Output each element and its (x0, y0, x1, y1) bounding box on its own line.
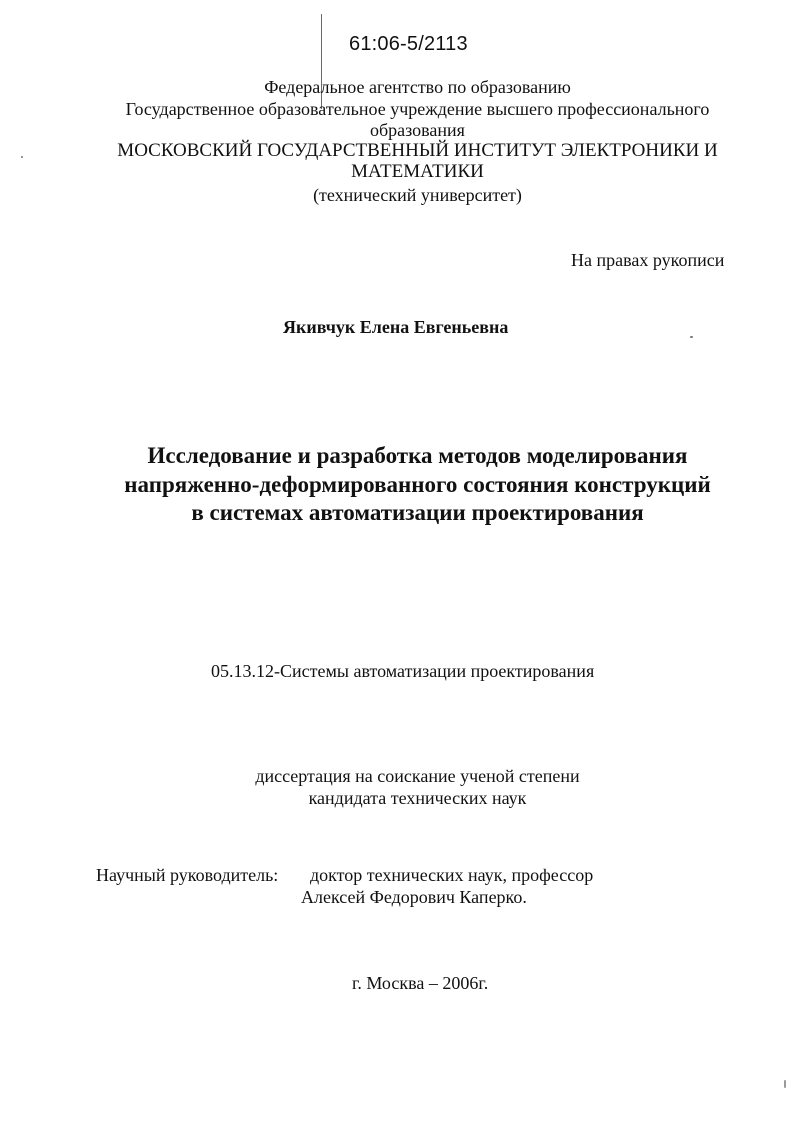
dissertation-title-line-2: напряженно-деформированного состояния конструкций (124, 472, 711, 497)
archive-stamp-code: 61:06-5/2113 (349, 33, 468, 55)
scan-speck (690, 336, 693, 338)
supervisor-label: Научный руководитель: (96, 865, 279, 885)
header-university-subtitle: (технический университет) (313, 185, 522, 205)
author-name: Якивчук Елена Евгеньевна (283, 317, 509, 337)
supervisor-name: Алексей Федорович Каперко. (301, 887, 527, 907)
header-university-name-cont: МАТЕМАТИКИ (351, 161, 484, 182)
degree-statement-line-1: диссертация на соискание ученой степени (255, 766, 580, 786)
city-and-year: г. Москва – 2006г. (352, 973, 489, 993)
supervisor-title: доктор технических наук, профессор (310, 865, 594, 885)
degree-statement-line-2: кандидата технических наук (308, 788, 527, 808)
header-institution-type-cont: образования (370, 120, 465, 140)
header-university-name: МОСКОВСКИЙ ГОСУДАРСТВЕННЫЙ ИНСТИТУТ ЭЛЕКТРОНИКИ И (117, 140, 718, 161)
header-institution-type: Государственное образовательное учреждение высшего профессионального (125, 99, 710, 119)
scan-speck (784, 1080, 786, 1088)
specialty-code: 05.13.12-Системы автоматизации проектирования (211, 661, 595, 681)
header-agency: Федеральное агентство по образованию (264, 77, 571, 97)
manuscript-rights-note: На правах рукописи (571, 250, 725, 270)
dissertation-title-line-1: Исследование и разработка методов моделирования (147, 443, 688, 468)
scan-speck (21, 156, 23, 158)
dissertation-title-line-3: в системах автоматизации проектирования (191, 500, 644, 525)
